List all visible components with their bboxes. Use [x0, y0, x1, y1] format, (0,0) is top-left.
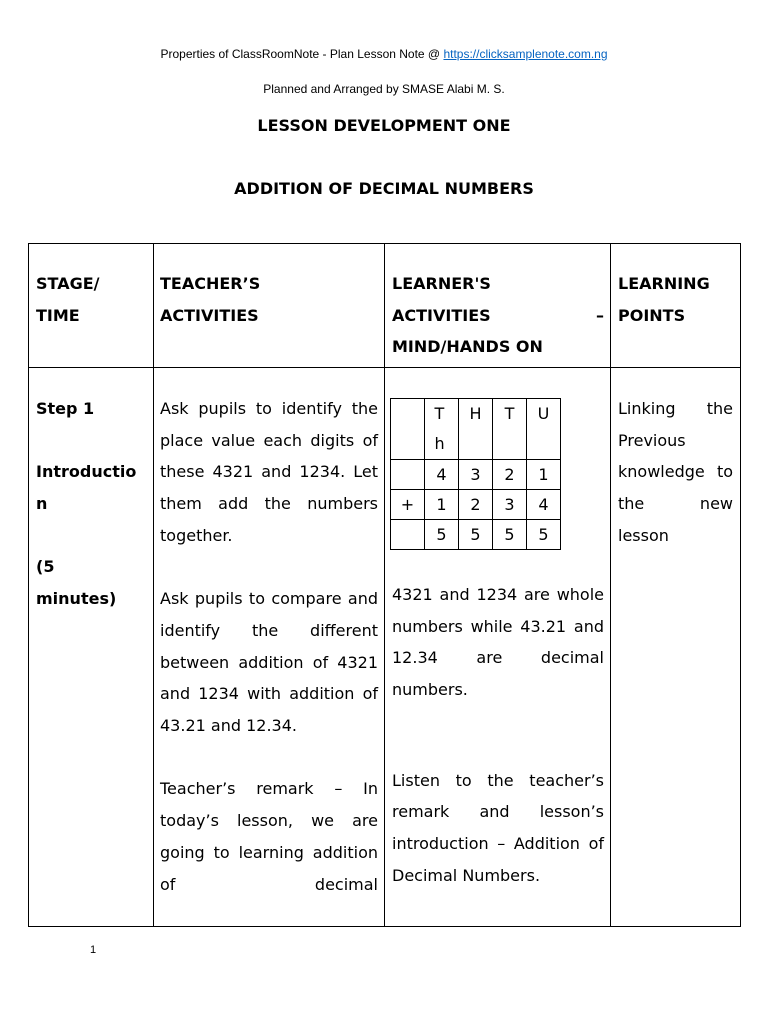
column-divider [384, 244, 385, 926]
pv-header-thousands [425, 399, 459, 460]
pv-header-tens: T [493, 399, 527, 460]
column-divider [153, 244, 154, 926]
stage-name-line-2: n [36, 494, 48, 514]
header-stage-line: STAGE/ [36, 274, 100, 293]
stage-cell [36, 393, 152, 615]
pv-cell: 3 [459, 460, 493, 490]
stage-step: Step 1 [36, 399, 95, 418]
header-mind-hands-line: MIND/HANDS ON [392, 337, 543, 357]
lesson-subtitle: ADDITION OF DECIMAL NUMBERS [234, 179, 534, 198]
pv-plus-sign: + [391, 490, 425, 520]
pv-cell [391, 399, 425, 460]
header-row-divider [29, 367, 740, 368]
teacher-remark: Teacher’s remark – In today’s lesson, we are going to learning addition of decimal [160, 779, 378, 894]
pv-cell: 3 [493, 490, 527, 520]
pv-cell: 4 [527, 490, 561, 520]
place-value-table [390, 398, 561, 550]
header-author-line: Planned and Arranged by SMASE Alabi M. S. [263, 82, 505, 96]
spacer [392, 706, 604, 738]
header-dash: – [596, 305, 604, 325]
place-value-row [391, 520, 561, 550]
place-value-row [391, 460, 561, 490]
teacher-activities-cell [160, 393, 378, 900]
header-teacher-activities [160, 268, 378, 331]
learner-activities-cell [392, 579, 604, 891]
spacer [160, 552, 378, 584]
stage-name-line-1: Introductio [36, 462, 137, 482]
spacer [36, 425, 152, 457]
pv-cell: 2 [459, 490, 493, 520]
pv-cell: 5 [527, 520, 561, 550]
place-value-header-row [391, 399, 561, 460]
learner-activity-2: Listen to the teacher’s remark and lesson’s introduction – Addition of Decimal Numbers. [392, 770, 604, 885]
pv-cell: 1 [425, 490, 459, 520]
header-learner-activities [392, 268, 604, 363]
pv-cell [391, 520, 425, 550]
pv-cell: 1 [527, 460, 561, 490]
learning-points-cell [618, 393, 733, 552]
pv-cell: 5 [493, 520, 527, 550]
header-properties-text: Properties of ClassRoomNote - Plan Lesson Note @ [160, 47, 444, 61]
header-activities-word: ACTIVITIES [392, 305, 491, 325]
learning-point: Linking the Previous knowledge to the new lesson [618, 399, 733, 545]
pv-cell: 5 [459, 520, 493, 550]
spacer [36, 520, 152, 552]
lesson-table [28, 243, 741, 927]
learner-activity-1: 4321 and 1234 are whole numbers while 43.21 and 12.34 are decimal numbers. [392, 585, 604, 700]
pv-cell: 2 [493, 460, 527, 490]
place-value-row [391, 490, 561, 520]
pv-header-hundreds: H [459, 399, 493, 460]
pv-cell: 4 [425, 460, 459, 490]
header-activities-dash-line [392, 300, 604, 332]
pv-cell [391, 460, 425, 490]
header-properties-line [0, 47, 768, 61]
teacher-activity-2: Ask pupils to compare and identify the different between addition of 4321 and 1234 with addition of 43.21 and 12.34. [160, 589, 378, 736]
spacer [392, 738, 604, 765]
teacher-activity-1: Ask pupils to identify the place value each digits of these 4321 and 1234. Let them add the numbers together. [160, 399, 378, 545]
header-stage-time [36, 268, 146, 331]
pv-th-text: T h [434, 404, 445, 453]
header-time-line: TIME [36, 305, 80, 325]
header-learning-line: LEARNING [618, 274, 710, 293]
spacer [160, 742, 378, 774]
pv-header-units: U [527, 399, 561, 460]
column-divider [610, 244, 611, 926]
page-number: 1 [90, 944, 97, 956]
header-activities-line: ACTIVITIES [160, 305, 259, 325]
header-points-line: POINTS [618, 305, 686, 325]
header-teacher-line: TEACHER’S [160, 274, 261, 293]
header-learner-line: LEARNER'S [392, 274, 491, 293]
header-learning-points [618, 268, 736, 331]
website-link[interactable]: https://clicksamplenote.com.ng [443, 47, 608, 61]
stage-time-line-2: minutes) [36, 589, 117, 609]
stage-time-line-1: (5 [36, 557, 55, 577]
lesson-title: LESSON DEVELOPMENT ONE [257, 116, 511, 135]
pv-cell: 5 [425, 520, 459, 550]
